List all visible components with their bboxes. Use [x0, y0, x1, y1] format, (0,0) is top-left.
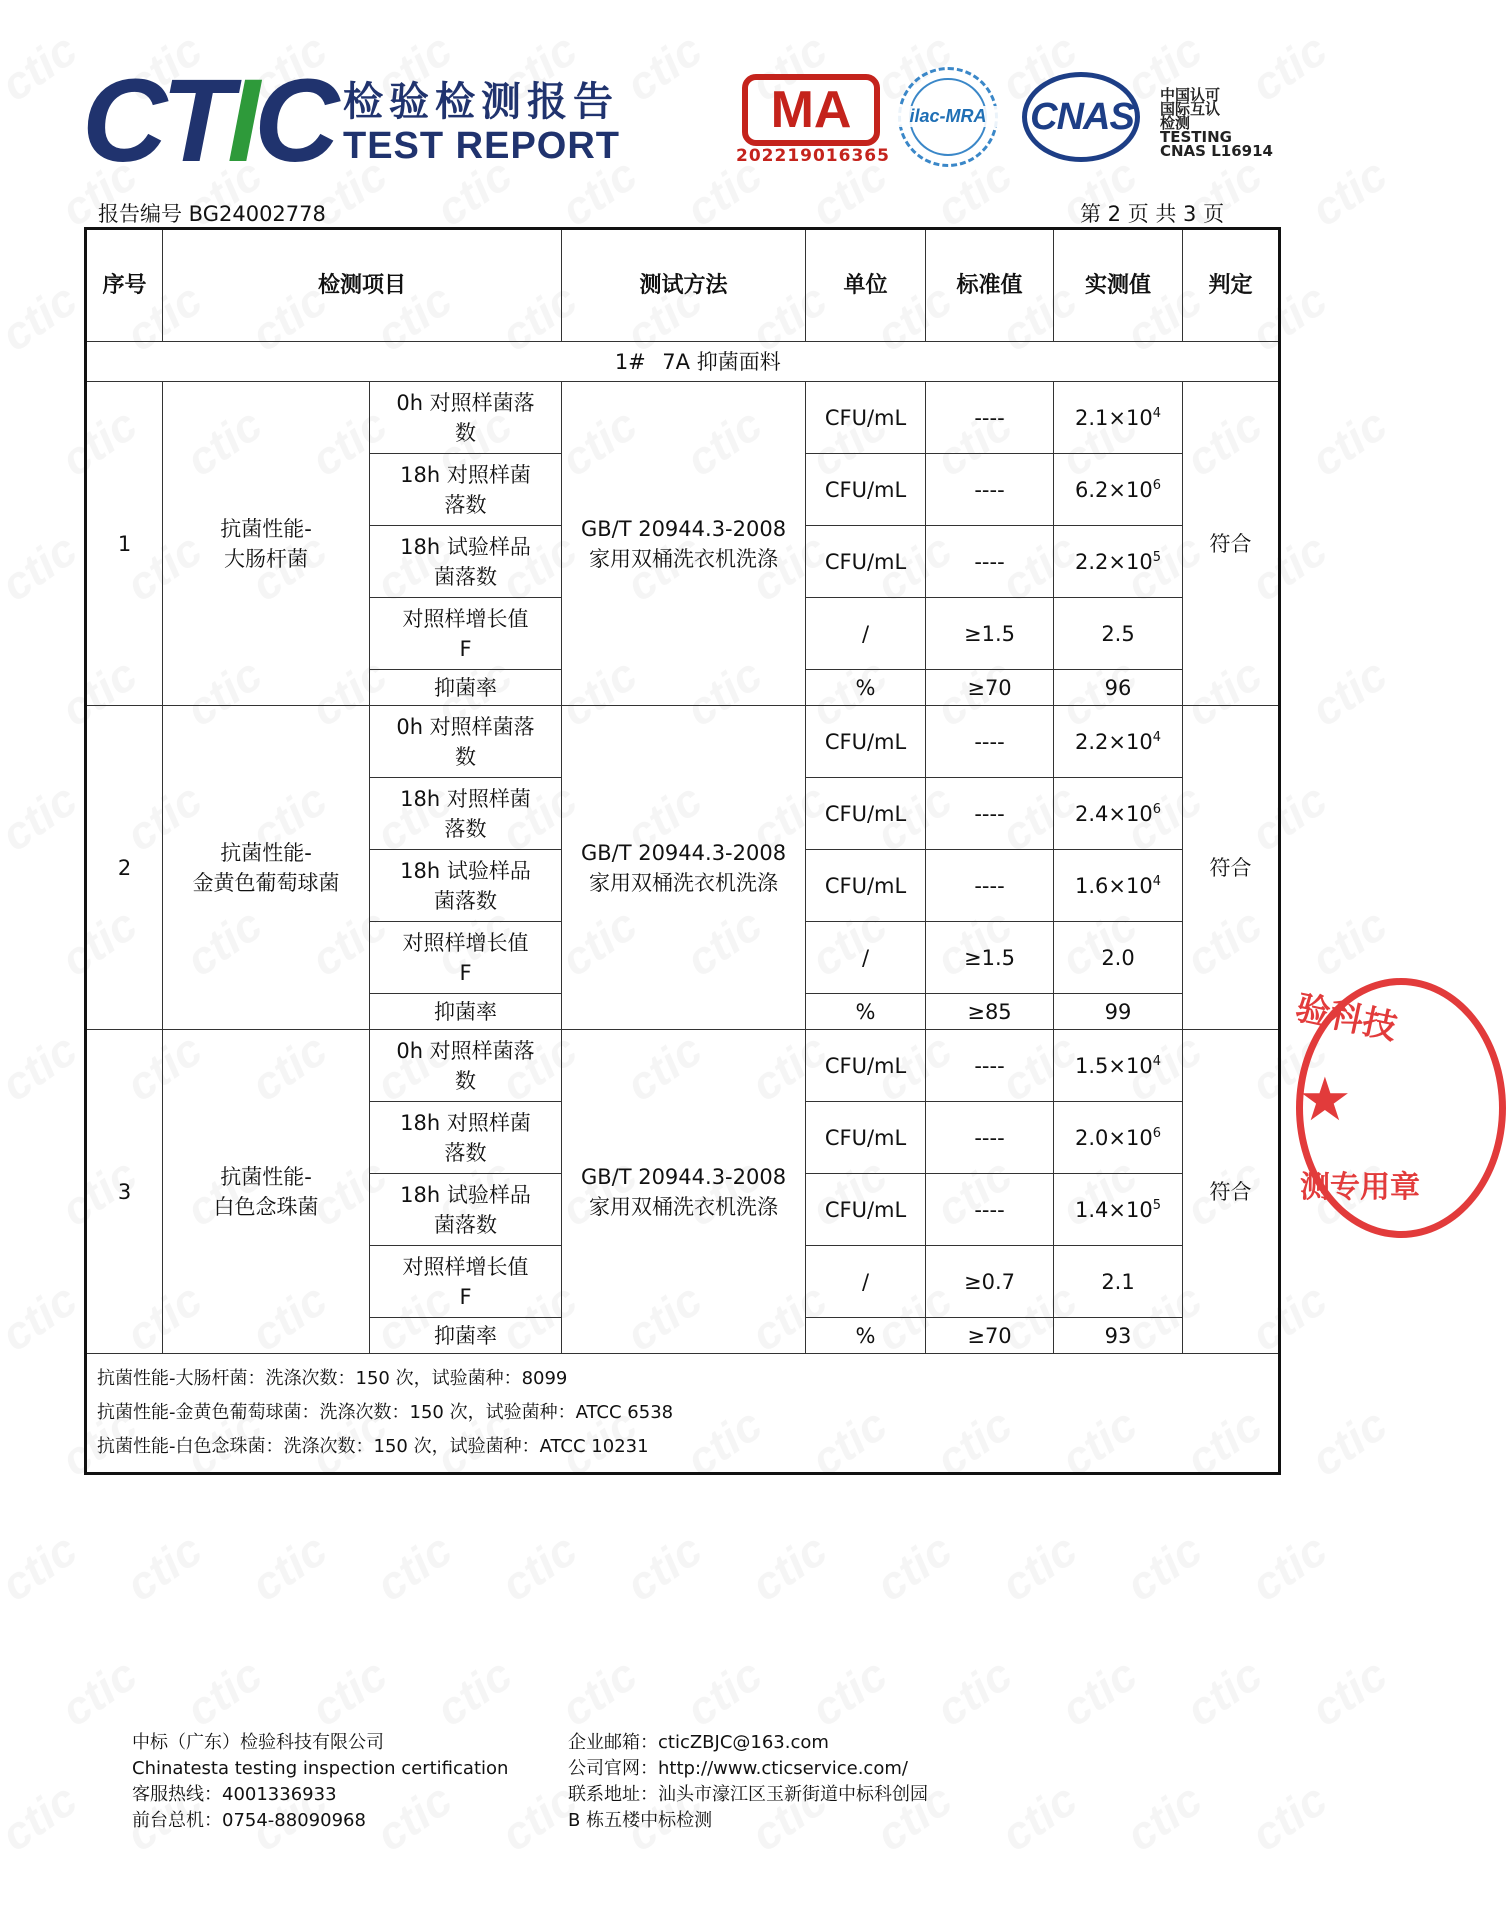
sub-item-line: 菌落数: [434, 1212, 497, 1237]
test-method-line: 家用双桶洗衣机洗涤: [589, 1194, 779, 1219]
footer-right: [568, 1730, 928, 1834]
watermark-mark: [1301, 1647, 1397, 1737]
cnas-logo-text: CNAS: [1030, 96, 1134, 138]
note-line: 抗菌性能-金黄色葡萄球菌：洗涤次数：150 次，试验菌种：ATCC 6538: [97, 1402, 674, 1423]
watermark-mark: [801, 1647, 897, 1737]
measured-value: 1.5×10: [1075, 1053, 1153, 1078]
sub-item-line: 18h 对照样菌: [400, 786, 531, 811]
item-number: 1: [86, 382, 163, 706]
measured-value: 2.2×10: [1075, 729, 1153, 754]
watermark-mark: [616, 1522, 712, 1612]
watermark-mark: [1301, 647, 1397, 737]
measured-value-cell: [1054, 850, 1183, 922]
unit-cell: CFU/mL: [806, 850, 926, 922]
watermark-mark: [1176, 1647, 1272, 1737]
sub-item: [370, 1318, 562, 1354]
measured-exponent: 6: [1152, 477, 1162, 493]
standard-value-cell: ≥1.5: [926, 922, 1054, 994]
page-indicator: 第 2 页 共 3 页: [1080, 202, 1225, 226]
sub-item-line: 0h 对照样菌落: [396, 714, 535, 739]
standard-value-cell: ----: [926, 454, 1054, 526]
unit-cell: %: [806, 670, 926, 706]
unit-cell: CFU/mL: [806, 454, 926, 526]
test-method-line: GB/T 20944.3-2008: [580, 516, 787, 541]
sub-item-line: 抑菌率: [434, 675, 497, 700]
verdict-cell: 符合: [1183, 382, 1280, 706]
watermark-mark: [0, 1022, 87, 1112]
watermark-mark: [0, 272, 87, 362]
standard-value-cell: ----: [926, 382, 1054, 454]
measured-exponent: 5: [1152, 1197, 1162, 1213]
measured-value-cell: [1054, 922, 1183, 994]
measured-exponent: 5: [1152, 549, 1162, 565]
footer-left: [132, 1730, 508, 1834]
measured-value: 99: [1104, 999, 1132, 1024]
sub-item-line: 数: [455, 1068, 476, 1093]
measured-value: 2.5: [1101, 621, 1135, 646]
watermark-mark: [1301, 147, 1397, 237]
col-header-item: 检测项目: [163, 229, 562, 342]
watermark-mark: [991, 1772, 1087, 1862]
measured-value-cell: [1054, 1102, 1183, 1174]
watermark-mark: [301, 1647, 397, 1737]
standard-value-cell: ----: [926, 778, 1054, 850]
results-table: [84, 227, 1281, 1475]
item-name-line: 白色念珠菌: [213, 1194, 319, 1219]
cnas-side-line: 国际互认: [1160, 100, 1221, 118]
measured-exponent: 6: [1152, 1125, 1162, 1141]
sub-item-line: 数: [455, 744, 476, 769]
watermark-mark: [366, 1522, 462, 1612]
test-method-line: GB/T 20944.3-2008: [580, 840, 787, 865]
standard-value-cell: ----: [926, 1030, 1054, 1102]
sub-item-line: 菌落数: [434, 564, 497, 589]
sub-item: [370, 1102, 562, 1174]
sample-group-row: [86, 342, 1280, 382]
test-method: [562, 382, 806, 706]
watermark-mark: [1241, 1772, 1337, 1862]
ilac-mra-text: ilac-MRA: [898, 106, 998, 127]
item-name-line: 抗菌性能-: [220, 840, 312, 865]
sub-item-line: 18h 试验样品: [400, 858, 531, 883]
col-header-unit: 单位: [806, 229, 926, 342]
standard-value-cell: ≥1.5: [926, 598, 1054, 670]
measured-exponent: 6: [1152, 801, 1162, 817]
test-method-line: 家用双桶洗衣机洗涤: [589, 546, 779, 571]
sample-name: 7A 抑菌面料: [662, 349, 781, 374]
sub-item-line: F: [459, 1284, 472, 1309]
measured-value-cell: [1054, 994, 1183, 1030]
cnas-side-line: TESTING: [1160, 128, 1232, 146]
col-header-standard: 标准值: [926, 229, 1054, 342]
unit-cell: %: [806, 1318, 926, 1354]
col-header-measured: 实测值: [1054, 229, 1183, 342]
unit-cell: /: [806, 598, 926, 670]
note-line: 抗菌性能-白色念珠菌：洗涤次数：150 次，试验菌种：ATCC 10231: [97, 1436, 649, 1457]
standard-value-cell: ----: [926, 1102, 1054, 1174]
sub-item: [370, 598, 562, 670]
watermark-mark: [991, 1522, 1087, 1612]
standard-value-cell: ≥85: [926, 994, 1054, 1030]
measured-value-cell: [1054, 1318, 1183, 1354]
item-name: [163, 382, 370, 706]
verdict-cell: 符合: [1183, 1030, 1280, 1354]
item-number: 2: [86, 706, 163, 1030]
measured-value-cell: [1054, 382, 1183, 454]
watermark-mark: [551, 1647, 647, 1737]
sub-item: [370, 670, 562, 706]
notes-row: [86, 1354, 1280, 1474]
watermark-mark: [0, 1522, 87, 1612]
sub-item-line: 落数: [444, 492, 487, 517]
unit-cell: CFU/mL: [806, 1174, 926, 1246]
item-name: [163, 1030, 370, 1354]
watermark-mark: [0, 1272, 87, 1362]
col-header-no: 序号: [86, 229, 163, 342]
measured-value: 1.6×10: [1075, 873, 1153, 898]
standard-value-cell: ----: [926, 706, 1054, 778]
sub-item-line: 落数: [444, 1140, 487, 1165]
cnas-side-line: 中国认可: [1160, 86, 1221, 104]
measured-value: 2.0: [1101, 945, 1135, 970]
item-name: [163, 706, 370, 1030]
sub-item: [370, 454, 562, 526]
measured-value: 2.1×10: [1075, 405, 1153, 430]
measured-value: 2.2×10: [1075, 549, 1153, 574]
watermark-mark: [1116, 1522, 1212, 1612]
measured-value: 2.1: [1101, 1269, 1135, 1294]
measured-value: 96: [1104, 675, 1132, 700]
watermark-mark: [0, 522, 87, 612]
sub-item: [370, 922, 562, 994]
col-header-method: 测试方法: [562, 229, 806, 342]
sub-item-line: 落数: [444, 816, 487, 841]
measured-value-cell: [1054, 1174, 1183, 1246]
watermark-mark: [51, 1647, 147, 1737]
unit-cell: CFU/mL: [806, 1030, 926, 1102]
standard-value-cell: ≥70: [926, 1318, 1054, 1354]
cnas-side-line: 检测: [1160, 114, 1191, 132]
measured-value: 6.2×10: [1075, 477, 1153, 502]
unit-cell: CFU/mL: [806, 778, 926, 850]
notes-cell: [86, 1354, 1280, 1474]
sample-group-cell: [86, 342, 1280, 382]
sub-item-line: 18h 对照样菌: [400, 462, 531, 487]
measured-value: 93: [1104, 1323, 1132, 1348]
unit-cell: CFU/mL: [806, 706, 926, 778]
unit-cell: /: [806, 1246, 926, 1318]
item-name-line: 大肠杆菌: [224, 546, 308, 571]
measured-value: 2.4×10: [1075, 801, 1153, 826]
note-line: 抗菌性能-大肠杆菌：洗涤次数：150 次，试验菌种：8099: [97, 1368, 568, 1389]
cma-logo: [742, 74, 880, 146]
measured-value-cell: [1054, 706, 1183, 778]
standard-value-cell: ----: [926, 526, 1054, 598]
measured-value-cell: [1054, 778, 1183, 850]
sub-item: [370, 706, 562, 778]
sub-item-line: 数: [455, 420, 476, 445]
measured-exponent: 4: [1152, 1053, 1162, 1069]
sub-item-line: 抑菌率: [434, 999, 497, 1024]
sub-item-line: 18h 试验样品: [400, 1182, 531, 1207]
test-method-line: 家用双桶洗衣机洗涤: [589, 870, 779, 895]
watermark-mark: [176, 1647, 272, 1737]
watermark-mark: [1301, 1397, 1397, 1487]
watermark-mark: [866, 1522, 962, 1612]
ctic-logo-accent: I: [227, 55, 255, 187]
test-method: [562, 1030, 806, 1354]
ctic-logo-text: CTIC: [82, 55, 334, 187]
measured-value-cell: [1054, 454, 1183, 526]
watermark-mark: [1051, 1647, 1147, 1737]
measured-value-cell: [1054, 1030, 1183, 1102]
col-header-verdict: 判定: [1183, 229, 1280, 342]
test-method: [562, 706, 806, 1030]
watermark-mark: [0, 772, 87, 862]
sub-item-line: 菌落数: [434, 888, 497, 913]
watermark-mark: [0, 22, 87, 112]
standard-value-cell: ----: [926, 1174, 1054, 1246]
measured-exponent: 4: [1152, 729, 1162, 745]
watermark-mark: [426, 1647, 522, 1737]
unit-cell: CFU/mL: [806, 526, 926, 598]
sub-item: [370, 1246, 562, 1318]
verdict-cell: 符合: [1183, 706, 1280, 1030]
measured-value: 1.4×10: [1075, 1197, 1153, 1222]
front-desk-phone: 前台总机：0754-88090968: [132, 1810, 366, 1831]
report-title-cn: 检验检测报告: [343, 79, 619, 125]
watermark-mark: [116, 1522, 212, 1612]
cnas-side-text: [1160, 88, 1280, 158]
company-website: 公司官网：http://www.cticservice.com/: [568, 1758, 908, 1779]
unit-cell: CFU/mL: [806, 382, 926, 454]
unit-cell: /: [806, 922, 926, 994]
watermark-mark: [241, 1522, 337, 1612]
report-title-en: TEST REPORT: [343, 125, 621, 167]
watermark-mark: [1116, 1772, 1212, 1862]
measured-value: 2.0×10: [1075, 1125, 1153, 1150]
standard-value-cell: ≥0.7: [926, 1246, 1054, 1318]
measured-value-cell: [1054, 1246, 1183, 1318]
report-number: 报告编号 BG24002778: [98, 202, 326, 226]
watermark-mark: [741, 1522, 837, 1612]
measured-value-cell: [1054, 598, 1183, 670]
sample-id: 1#: [614, 349, 646, 374]
service-hotline: 客服热线：4001336933: [132, 1784, 337, 1805]
sub-item-line: 对照样增长值: [402, 1254, 529, 1279]
test-method-line: GB/T 20944.3-2008: [580, 1164, 787, 1189]
sub-item: [370, 1030, 562, 1102]
watermark-mark: [926, 1647, 1022, 1737]
unit-cell: %: [806, 994, 926, 1030]
watermark-mark: [0, 1772, 87, 1862]
seal-text-top: 验科技: [1292, 987, 1401, 1049]
measured-exponent: 4: [1152, 873, 1162, 889]
sub-item-line: 18h 对照样菌: [400, 1110, 531, 1135]
table-row: [86, 1030, 1280, 1102]
watermark-mark: [1301, 397, 1397, 487]
cma-number: 202219016365: [736, 146, 890, 166]
table-row: [86, 382, 1280, 454]
sub-item-line: 抑菌率: [434, 1323, 497, 1348]
watermark-mark: [616, 22, 712, 112]
ctic-logo: [82, 55, 334, 187]
cnas-side-line: CNAS L16914: [1160, 142, 1273, 160]
sub-item-line: 0h 对照样菌落: [396, 1038, 535, 1063]
cma-logo-text: MA: [770, 81, 852, 139]
item-name-line: 抗菌性能-: [220, 516, 312, 541]
sub-item-line: 18h 试验样品: [400, 534, 531, 559]
company-address: 联系地址：汕头市濠江区玉新街道中标科创园: [568, 1784, 928, 1805]
unit-cell: CFU/mL: [806, 1102, 926, 1174]
standard-value-cell: ≥70: [926, 670, 1054, 706]
seal-stamp: [1292, 970, 1420, 1250]
sub-item-line: F: [459, 636, 472, 661]
sub-item: [370, 526, 562, 598]
sub-item-line: 对照样增长值: [402, 606, 529, 631]
seal-star-icon: ★: [1298, 1065, 1352, 1135]
seal-text-bottom: 测专用章: [1300, 1170, 1420, 1205]
company-name-en: Chinatesta testing inspection certification: [132, 1758, 509, 1779]
company-email: 企业邮箱：cticZBJC@163.com: [568, 1732, 829, 1753]
watermark-mark: [676, 1647, 772, 1737]
sub-item: [370, 994, 562, 1030]
watermark-mark: [491, 1522, 587, 1612]
standard-value-cell: ----: [926, 850, 1054, 922]
sub-item: [370, 850, 562, 922]
measured-value-cell: [1054, 526, 1183, 598]
table-header-row: [86, 229, 1280, 342]
sub-item: [370, 382, 562, 454]
item-number: 3: [86, 1030, 163, 1354]
sub-item: [370, 778, 562, 850]
company-name: 中标（广东）检验科技有限公司: [132, 1732, 384, 1753]
sub-item-line: 对照样增长值: [402, 930, 529, 955]
measured-value-cell: [1054, 670, 1183, 706]
sub-item: [370, 1174, 562, 1246]
watermark-mark: [1241, 1522, 1337, 1612]
item-name-line: 金黄色葡萄球菌: [192, 870, 340, 895]
table-row: [86, 706, 1280, 778]
item-name-line: 抗菌性能-: [220, 1164, 312, 1189]
sub-item-line: F: [459, 960, 472, 985]
company-address-line2: B 栋五楼中标检测: [568, 1810, 713, 1831]
measured-exponent: 4: [1152, 405, 1162, 421]
sub-item-line: 0h 对照样菌落: [396, 390, 535, 415]
